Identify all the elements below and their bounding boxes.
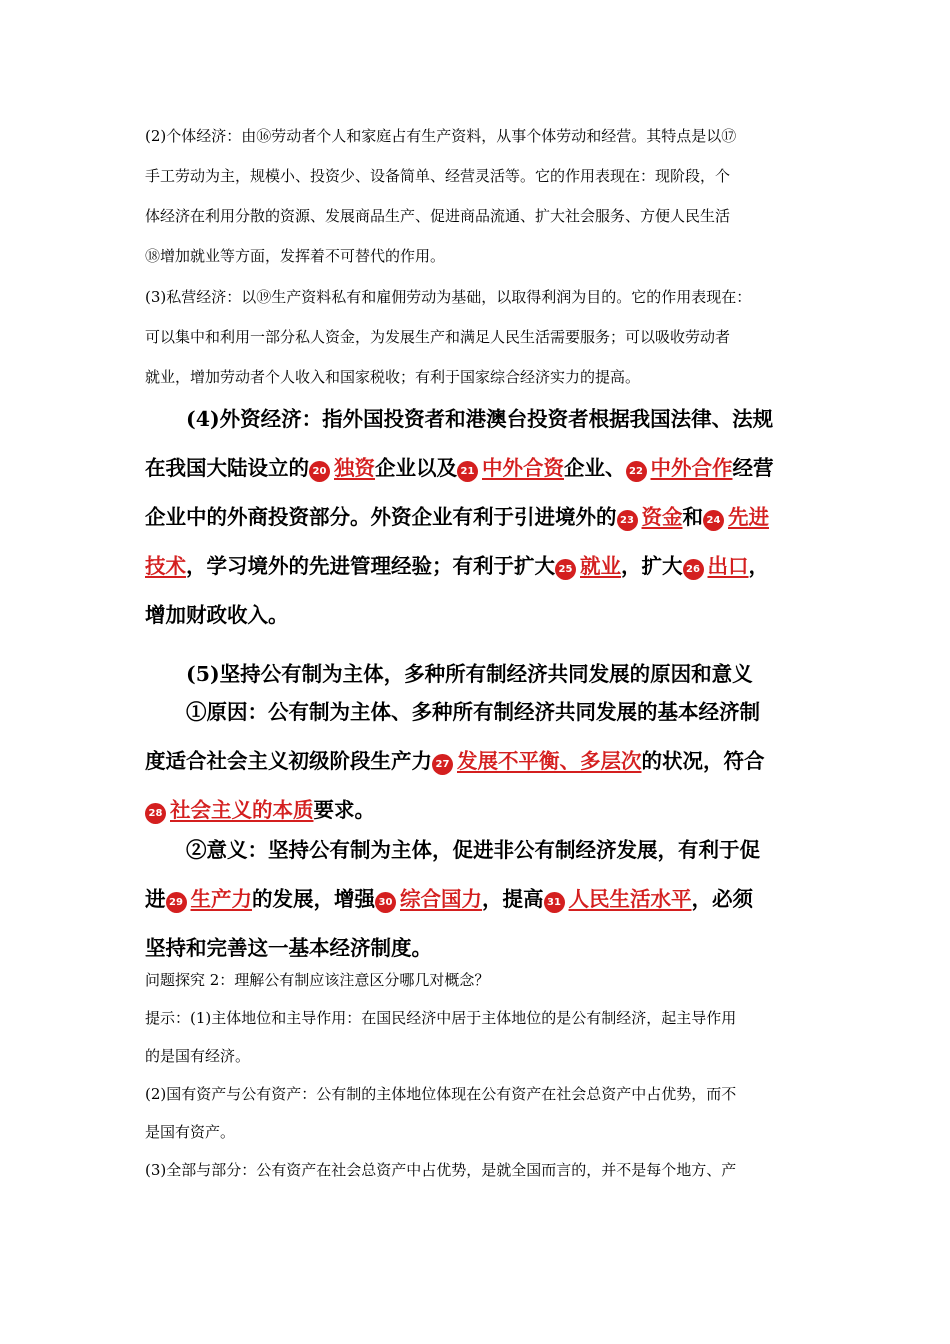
- answer-blank: 综合国力: [400, 887, 482, 911]
- paragraph-foreign-economy: [145, 395, 825, 640]
- number-badge: 20: [309, 461, 330, 482]
- number-badge: 24: [703, 510, 724, 531]
- paragraph-reasons: [145, 688, 825, 835]
- answer-blank: 生产力: [190, 887, 252, 911]
- text-line: ②意义：坚持公有制为主体，促进非公有制经济发展，有利于促: [186, 838, 760, 862]
- text-span: 进: [145, 887, 166, 911]
- text-line: [145, 875, 825, 924]
- answer-blank: 先进: [728, 505, 769, 529]
- number-badge: 29: [166, 892, 187, 913]
- text-line: 问题探究 2：理解公有制应该注意区分哪几对概念？: [145, 971, 490, 989]
- answer-blank: 中外合资: [482, 456, 564, 480]
- text-line: ⑱增加就业等方面，发挥着不可替代的作用。: [145, 247, 446, 265]
- text-line: (3)私营经济：以⑲生产资料私有和雇佣劳动为基础，以取得利润为目的。它的作用表现在：: [145, 288, 752, 306]
- text-line: (2)国有资产与公有资产：公有制的主体地位体现在公有资产在社会总资产中占优势，而不: [145, 1085, 737, 1103]
- text-span: ，学习境外的先进管理经验；有利于扩大: [186, 554, 555, 578]
- answer-blank: 就业: [580, 554, 621, 578]
- text-span: 度适合社会主义初级阶段生产力: [145, 749, 432, 773]
- text-line: (2)个体经济：由⑯劳动者个人和家庭占有生产资料，从事个体劳动和经营。其特点是以⑰: [145, 127, 737, 145]
- text-span: 企业、: [564, 456, 626, 480]
- text-line: 的是国有经济。: [145, 1047, 251, 1065]
- text-line: (3)全部与部分：公有资产在社会总资产中占优势，是就全国而言的，并不是每个地方、产: [145, 1161, 737, 1179]
- text-line: (4)外资经济：指外国投资者和港澳台投资者根据我国法律、法规: [186, 407, 774, 431]
- text-line: ①原因：公有制为主体、多种所有制经济共同发展的基本经济制: [186, 700, 760, 724]
- answer-blank: 人民生活水平: [568, 887, 692, 911]
- paragraph-private-economy: [145, 277, 810, 397]
- answer-blank: 独资: [334, 456, 375, 480]
- paragraph-individual-economy: [145, 116, 810, 276]
- text-line: (5)坚持公有制为主体，多种所有制经济共同发展的原因和意义: [186, 662, 753, 686]
- text-line: [145, 737, 825, 786]
- text-line: 增加财政收入。: [145, 603, 289, 627]
- text-span: 企业中的外商投资部分。外资企业有利于引进境外的: [145, 505, 617, 529]
- text-span: 要求。: [313, 798, 375, 822]
- text-span: ，必须: [691, 887, 753, 911]
- text-span: ，提高: [482, 887, 544, 911]
- text-span: 的发展，增强: [252, 887, 375, 911]
- number-badge: 31: [544, 892, 565, 913]
- text-line: 手工劳动为主，规模小、投资少、设备简单、经营灵活等。它的作用表现在：现阶段，个: [145, 167, 731, 185]
- text-line: 可以集中和利用一部分私人资金，为发展生产和满足人民生活需要服务；可以吸收劳动者: [145, 328, 731, 346]
- text-span: 的状况，符合: [641, 749, 765, 773]
- text-line: 体经济在利用分散的资源、发展商品生产、促进商品流通、扩大社会服务、方便人民生活: [145, 207, 731, 225]
- number-badge: 21: [457, 461, 478, 482]
- number-badge: 30: [375, 892, 396, 913]
- text-line: [145, 444, 825, 493]
- text-line: 坚持和完善这一基本经济制度。: [145, 936, 432, 960]
- answer-blank: 社会主义的本质: [170, 798, 314, 822]
- answer-blank: 中外合作: [650, 456, 733, 480]
- text-span: 经营: [732, 456, 774, 480]
- text-line: [145, 493, 825, 542]
- number-badge: 22: [626, 461, 647, 482]
- number-badge: 23: [617, 510, 638, 531]
- text-line: 提示：(1)主体地位和主导作用：在国民经济中居于主体地位的是公有制经济，起主导作用: [145, 1009, 737, 1027]
- text-span: 在我国大陆设立的: [145, 456, 309, 480]
- number-badge: 25: [555, 559, 576, 580]
- number-badge: 27: [432, 754, 453, 775]
- answer-blank: 发展不平衡、多层次: [457, 749, 642, 773]
- paragraph-inquiry: [145, 961, 810, 1189]
- answer-blank: 出口: [707, 554, 749, 578]
- answer-blank: 技术: [145, 554, 186, 578]
- text-span: 企业以及: [375, 456, 457, 480]
- text-span: ，: [748, 554, 769, 578]
- paragraph-significance: [145, 826, 825, 973]
- text-line: 就业，增加劳动者个人收入和国家税收；有利于国家综合经济实力的提高。: [145, 368, 641, 386]
- text-line: 是国有资产。: [145, 1123, 236, 1141]
- answer-blank: 资金: [641, 505, 683, 529]
- text-span: 和: [682, 505, 703, 529]
- number-badge: 28: [145, 803, 166, 824]
- text-span: ，扩大: [621, 554, 683, 578]
- number-badge: 26: [683, 559, 704, 580]
- text-line: [145, 542, 825, 591]
